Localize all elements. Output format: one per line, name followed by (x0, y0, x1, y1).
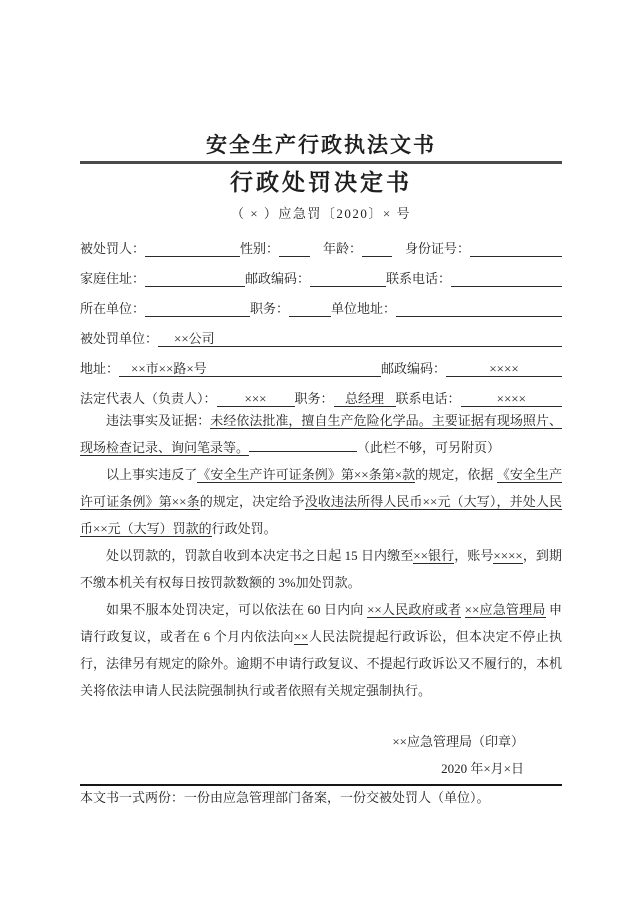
penalized-person-field (145, 240, 240, 257)
phone2-label: 联系电话： (395, 391, 461, 406)
postal-code2-label: 邮政编码： (381, 361, 447, 376)
position2-label: 职务： (294, 391, 334, 406)
text-segment-underlined: 没收违法所得人民币××元（大写），并处人民币××元（大写）罚款的 (80, 494, 562, 536)
text-segment: 的规定，决定给予 (199, 494, 305, 509)
home-address-label: 家庭住址： (80, 271, 146, 286)
penalized-person-label: 被处罚人： (80, 241, 146, 256)
work-unit-field (145, 300, 250, 317)
text-segment: 人民法院提起行政诉讼，但本决定不停止执行，法律另有规定的除外。逾期不申请行政复议、不提起行政诉讼又不履行的，本机关将依法申请人民法院强制执行或者依照有关规定强制执行。 (80, 629, 562, 698)
text-segment-underlined: ××人民政府或者 (367, 602, 462, 617)
facts-note: （此栏不够，可另附页） (357, 440, 501, 455)
gender-label: 性别： (240, 241, 280, 256)
postal-code1-field (310, 270, 386, 287)
phone1-label: 联系电话： (386, 271, 452, 286)
page-title: 行政处罚决定书 (230, 170, 412, 195)
document-category-title: 安全生产行政执法文书 (206, 133, 436, 157)
text-segment-underlined: 《安全生产许可证条例》第××条第×款 (197, 467, 416, 482)
phone1-field (451, 270, 562, 287)
document-content (80, 0, 562, 808)
text-segment-underlined: ×× (293, 629, 309, 644)
header-divider (80, 161, 562, 164)
work-unit-label: 所在单位： (80, 301, 146, 316)
footer-section (80, 784, 562, 808)
text-segment: 申请行政复议，或者在 6 个月内依法向 (80, 602, 563, 644)
signoff-date: 2020 年×月×日 (441, 761, 524, 776)
text-segment: ，到期不缴本机关有权每日按罚款数额的 3%加处罚款。 (80, 548, 562, 590)
text-segment: 行政处罚。 (211, 521, 277, 536)
footer-note: 本文书一式两份：一份由应急管理部门备案，一份交被处罚人（单位）。 (80, 790, 490, 805)
text-segment: ，账号 (454, 548, 494, 563)
position2-field: 总经理 (334, 390, 396, 407)
appeal-paragraph (80, 596, 562, 704)
unit-address-label: 单位地址： (331, 301, 397, 316)
penalized-unit-field: ××公司 (158, 330, 562, 347)
text-segment-underlined: ××银行 (413, 548, 455, 563)
text-segment-underlined: ×××× (493, 548, 523, 563)
age-label: 年龄： (323, 241, 363, 256)
legal-rep-field: ××× (217, 390, 295, 407)
form-fields-section (80, 227, 562, 407)
postal-code1-label: 邮政编码： (245, 271, 311, 286)
text-segment: 如果不服本处罚决定，可以依法在 60 日内向 (106, 602, 368, 617)
age-field (362, 240, 392, 257)
form-line-work-unit (80, 287, 562, 317)
text-segment: 以上事实违反了 (106, 467, 198, 482)
form-line-legal-rep (80, 377, 562, 407)
form-line-home-address (80, 257, 562, 287)
text-segment: 处以罚款的，罚款自收到本决定书之日起 15 日内缴至 (106, 548, 414, 563)
document-number: （ × ）应急罚〔2020〕× 号 (231, 206, 411, 221)
facts-label: 违法事实及证据： (106, 413, 211, 428)
address-field: ××市××路×号 (119, 360, 381, 377)
decision-paragraph (80, 461, 562, 542)
form-line-penalized-unit (80, 317, 562, 347)
signoff-block (80, 728, 562, 782)
payment-paragraph (80, 542, 562, 596)
address-label: 地址： (80, 361, 120, 376)
facts-paragraph (80, 407, 562, 461)
signoff-authority: ××应急管理局（印章） (392, 734, 524, 749)
phone2-field: ×××× (461, 390, 562, 407)
gender-field (279, 240, 310, 257)
text-segment: 的规定，依据 (415, 467, 497, 482)
text-segment-underlined: 《安全生产许可证条例》第××条 (80, 467, 562, 509)
form-line-person (80, 227, 562, 257)
postal-code2-field: ×××× (446, 360, 562, 377)
id-number-field (470, 240, 562, 257)
text-segment-underlined: ××应急管理局 (464, 602, 546, 617)
position1-field (289, 300, 331, 317)
facts-value: 未经依法批准，擅自生产危险化学品。主要证据有现场照片、现场检查记录、询问笔录等。 (80, 413, 562, 455)
unit-address-field (396, 300, 562, 317)
legal-rep-label: 法定代表人（负责人）： (80, 391, 217, 406)
facts-blank-field (249, 450, 357, 452)
id-number-label: 身份证号： (405, 241, 471, 256)
penalized-unit-label: 被处罚单位： (80, 331, 159, 346)
position1-label: 职务： (250, 301, 290, 316)
home-address-field (145, 270, 245, 287)
form-line-address (80, 347, 562, 377)
